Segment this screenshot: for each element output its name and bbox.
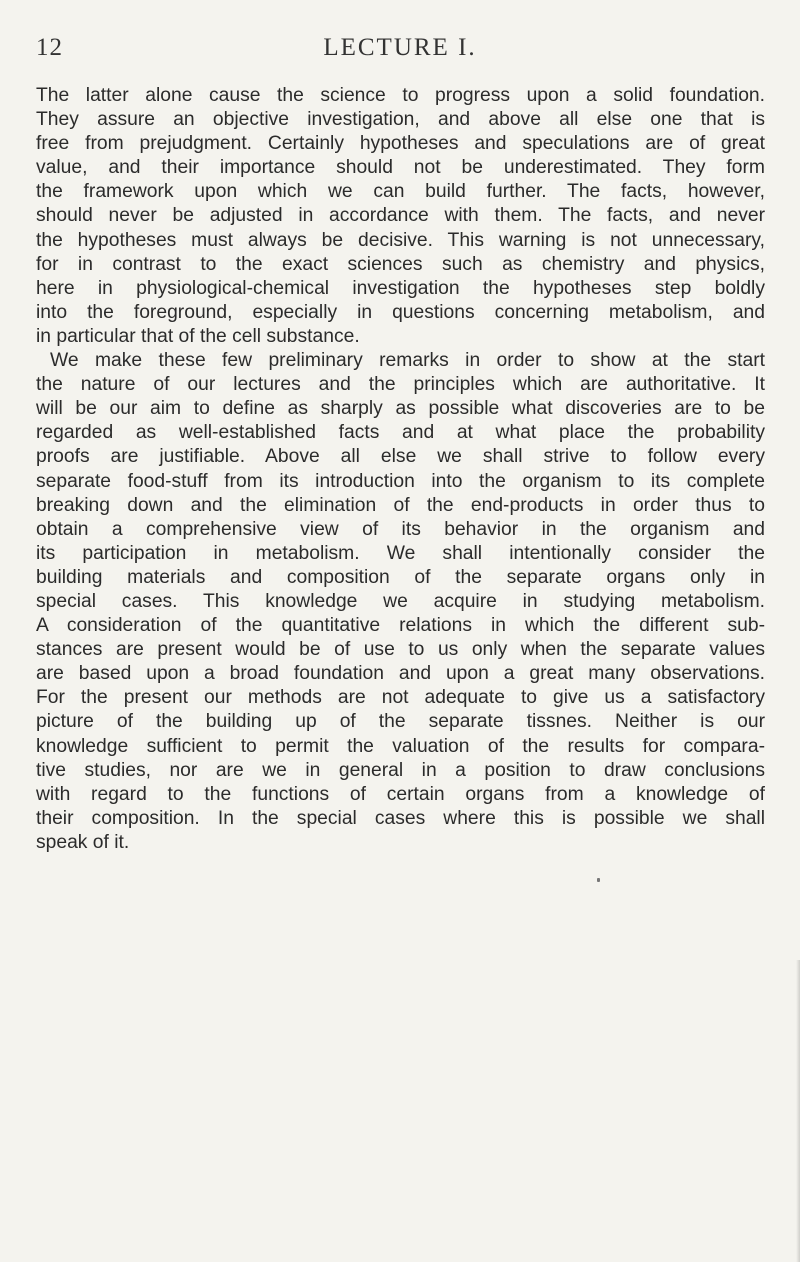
text-line: regarded as well-established facts and at what place the probability — [36, 422, 765, 444]
text-line: should never be adjusted in accordance with them. The facts, and never — [36, 205, 765, 227]
text-line: obtain a comprehensive view of its behavior in the organism and — [36, 518, 765, 540]
text-line: the nature of our lectures and the principles which are authoritative. It — [36, 374, 765, 396]
paper-speck — [597, 878, 600, 882]
text-line: free from prejudgment. Certainly hypotheses and speculations are of great — [36, 133, 765, 155]
text-line: picture of the building up of the separate tissnes. Neither is our — [36, 711, 765, 733]
text-line: in particular that of the cell substance. — [36, 325, 360, 347]
text-line: tive studies, nor are we in general in a position to draw conclusions — [36, 759, 765, 781]
text-line: are based upon a broad foundation and upon a great many observations. — [36, 663, 765, 685]
text-line: speak of it. — [36, 831, 130, 853]
text-line: They assure an objective investigation, and above all else one that is — [36, 109, 765, 131]
text-line: value, and their importance should not be underestimated. They form — [36, 157, 765, 179]
text-line: with regard to the functions of certain organs from a knowledge of — [36, 783, 765, 805]
text-line: We make these few preliminary remarks in order to show at the start — [50, 350, 765, 372]
text-line: into the foreground, especially in questions concerning metabolism, and — [36, 301, 765, 323]
text-line: stances are present would be of use to us only when the separate values — [36, 639, 765, 661]
text-line: their composition. In the special cases where this is possible we shall — [36, 807, 765, 829]
text-line: building materials and composition of the separate organs only in — [36, 566, 765, 588]
page-header — [36, 34, 764, 68]
paragraph-1 — [36, 84, 765, 349]
paragraph-2 — [36, 349, 765, 855]
text-line: breaking down and the elimination of the end-products in order thus to — [36, 494, 765, 516]
page-number: 12 — [36, 34, 63, 61]
running-head: LECTURE I. — [323, 34, 477, 61]
page-edge-shadow — [796, 960, 800, 1262]
text-line: for in contrast to the exact sciences such as chemistry and physics, — [36, 253, 765, 275]
text-line: the hypotheses must always be decisive. This warning is not unnecessary, — [36, 229, 765, 251]
text-line: will be our aim to define as sharply as possible what discoveries are to be — [36, 398, 765, 420]
text-line: The latter alone cause the science to progress upon a solid foundation. — [36, 85, 765, 106]
text-line: A consideration of the quantitative relations in which the different sub- — [36, 615, 765, 637]
text-line: proofs are justifiable. Above all else we shall strive to follow every — [36, 446, 765, 468]
body-text — [36, 84, 765, 855]
text-line: separate food-stuff from its introduction into the organism to its complete — [36, 470, 765, 492]
text-line: the framework upon which we can build further. The facts, however, — [36, 181, 765, 203]
text-line: here in physiological-chemical investigation the hypotheses step boldly — [36, 277, 765, 299]
text-line: knowledge sufficient to permit the valuation of the results for compara- — [36, 735, 765, 757]
text-line: special cases. This knowledge we acquire in studying metabolism. — [36, 590, 765, 612]
text-line: For the present our methods are not adequate to give us a satisfactory — [36, 687, 765, 709]
text-line: its participation in metabolism. We shall intentionally consider the — [36, 542, 765, 564]
